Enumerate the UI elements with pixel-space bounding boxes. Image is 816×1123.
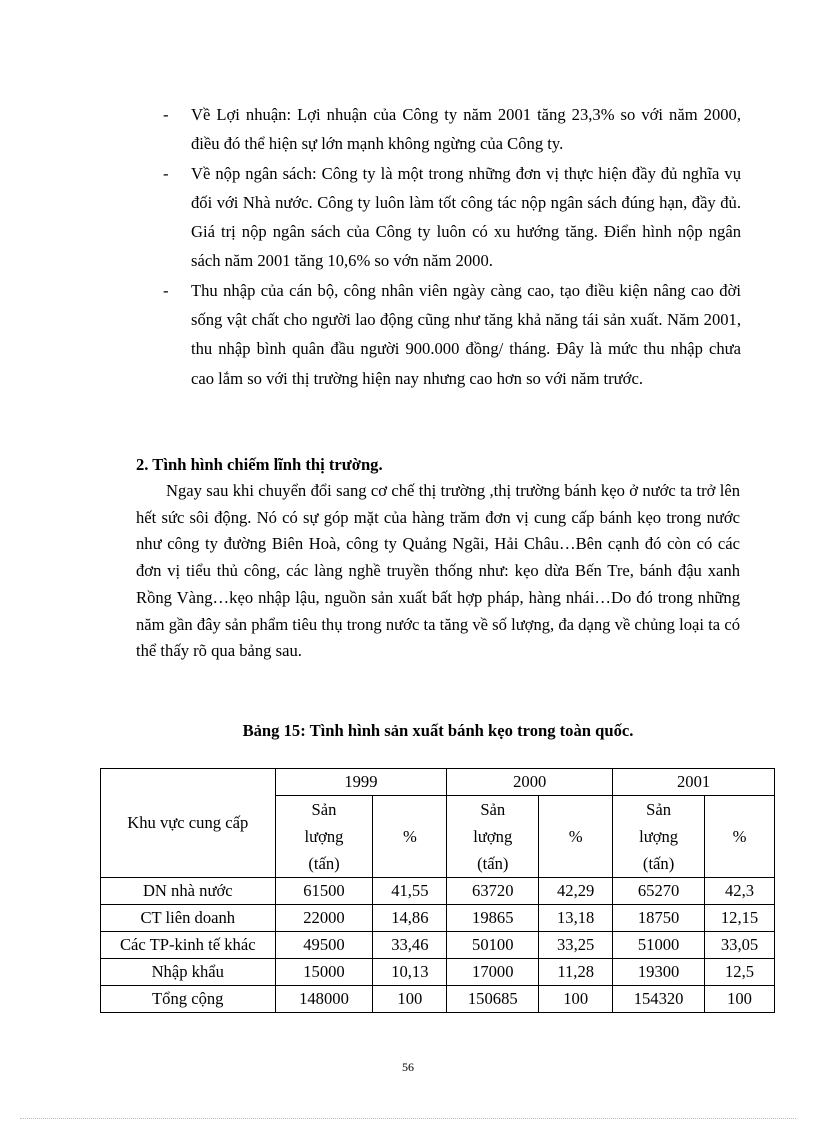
cell-qty-2000: 17000	[447, 959, 539, 986]
bullet-list	[163, 100, 741, 393]
header-pct-2001: %	[705, 796, 775, 878]
production-table	[100, 768, 775, 1013]
table-row	[101, 905, 775, 932]
bullet-marker: -	[163, 280, 169, 300]
cell-qty-1999: 49500	[275, 932, 373, 959]
cell-pct-2000: 100	[539, 986, 613, 1013]
cell-pct-2000: 42,29	[539, 878, 613, 905]
table-row	[101, 878, 775, 905]
cell-pct-2000: 33,25	[539, 932, 613, 959]
cell-qty-1999: 61500	[275, 878, 373, 905]
cell-qty-2000: 150685	[447, 986, 539, 1013]
header-qty-2001: Sản lượng (tấn)	[613, 796, 705, 878]
cell-pct-1999: 33,46	[373, 932, 447, 959]
cell-qty-2001: 18750	[613, 905, 705, 932]
header-year-1999: 1999	[275, 769, 447, 796]
bullet-marker: -	[163, 163, 169, 183]
cell-pct-1999: 14,86	[373, 905, 447, 932]
body-paragraph: Ngay sau khi chuyển đổi sang cơ chế thị trường ,thị trường bánh kẹo ở nước ta trở lên hết sức sôi động. Nó có sự góp mặt của hàng trăm đơn vị cung cấp bánh kẹo trong nước như công ty đường Biên Hoà, công ty Quảng Ngãi, Hải Châu…Bên cạnh đó còn có các đơn vị tiểu thủ công, các làng nghề truyền thống như: kẹo dừa Bến Tre, bánh đậu xanh Rồng Vàng…kẹo nhập lậu, nguồn sản xuất bất hợp pháp, hàng nhái…Do đó trong những năm gần đây sản phẩm tiêu thụ trong nước ta tăng về số lượng, đa dạng về chủng loại ta có thể thấy rõ qua bảng sau.	[136, 481, 740, 661]
cell-qty-2000: 50100	[447, 932, 539, 959]
cell-pct-2001: 33,05	[705, 932, 775, 959]
header-region: Khu vực cung cấp	[101, 769, 276, 878]
bullet-marker: -	[163, 105, 169, 124]
row-label: Các TP-kinh tế khác	[101, 932, 276, 959]
bullet-text: Về nộp ngân sách: Công ty là một trong những đơn vị thực hiện đầy đủ nghĩa vụ đối với Nhà nước. Công ty luôn làm tốt công tác nộp ngân sách đúng hạn, đầy đủ. Giá trị nộp ngân sách của Công ty luôn có xu hướng tăng. Điển hình nộp ngân sách năm 2001 tăng 10,6% so vớn năm 2000.	[191, 163, 741, 271]
cell-pct-1999: 41,55	[373, 878, 447, 905]
cell-qty-1999: 15000	[275, 959, 373, 986]
row-label: Tổng cộng	[101, 986, 276, 1013]
table-caption: Bảng 15: Tình hình sản xuất bánh kẹo trong toàn quốc.	[242, 721, 634, 740]
cell-pct-2001: 12,5	[705, 959, 775, 986]
header-qty-1999: Sản lượng (tấn)	[275, 796, 373, 878]
table-row	[101, 932, 775, 959]
table-header-row-years	[101, 769, 775, 796]
cell-qty-2000: 19865	[447, 905, 539, 932]
row-label: Nhập khẩu	[101, 959, 276, 986]
cell-qty-2001: 154320	[613, 986, 705, 1013]
cell-qty-2001: 51000	[613, 932, 705, 959]
cell-pct-2001: 12,15	[705, 905, 775, 932]
row-label: DN nhà nước	[101, 878, 276, 905]
cell-pct-1999: 100	[373, 986, 447, 1013]
cell-qty-2001: 19300	[613, 959, 705, 986]
header-pct-2000: %	[539, 796, 613, 878]
table-row-total	[101, 986, 775, 1013]
cell-qty-1999: 22000	[275, 905, 373, 932]
page-bottom-divider	[20, 1118, 796, 1119]
cell-pct-2000: 13,18	[539, 905, 613, 932]
cell-qty-1999: 148000	[275, 986, 373, 1013]
bullet-text: Thu nhập của cán bộ, công nhân viên ngày càng cao, tạo điều kiện nâng cao đời sống vật chất cho người lao động cũng như tăng khả năng tái sản xuất. Năm 2001, thu nhập bình quân đầu người 900.000 đồng/ tháng. Đây là mức thu nhập chưa cao lắm so với thị trường hiện nay nhưng cao hơn so với năm trước.	[191, 280, 741, 388]
page-number: 56	[402, 1060, 414, 1074]
header-pct-1999: %	[373, 796, 447, 878]
cell-pct-2000: 11,28	[539, 959, 613, 986]
table-row	[101, 959, 775, 986]
cell-qty-2001: 65270	[613, 878, 705, 905]
bullet-item-profit	[163, 100, 741, 159]
header-year-2000: 2000	[447, 769, 613, 796]
cell-pct-1999: 10,13	[373, 959, 447, 986]
section-heading: 2. Tình hình chiếm lĩnh thị trường.	[136, 455, 383, 474]
bullet-text: Về Lợi nhuận: Lợi nhuận của Công ty năm 2001 tăng 23,3% so với năm 2000, điều đó thể hiện sự lớn mạnh không ngừng của Công ty.	[191, 105, 741, 154]
cell-pct-2001: 42,3	[705, 878, 775, 905]
cell-pct-2001: 100	[705, 986, 775, 1013]
bullet-item-budget	[163, 159, 741, 276]
row-label: CT liên doanh	[101, 905, 276, 932]
cell-qty-2000: 63720	[447, 878, 539, 905]
header-year-2001: 2001	[613, 769, 775, 796]
bullet-item-income	[163, 276, 741, 393]
header-qty-2000: Sản lượng (tấn)	[447, 796, 539, 878]
